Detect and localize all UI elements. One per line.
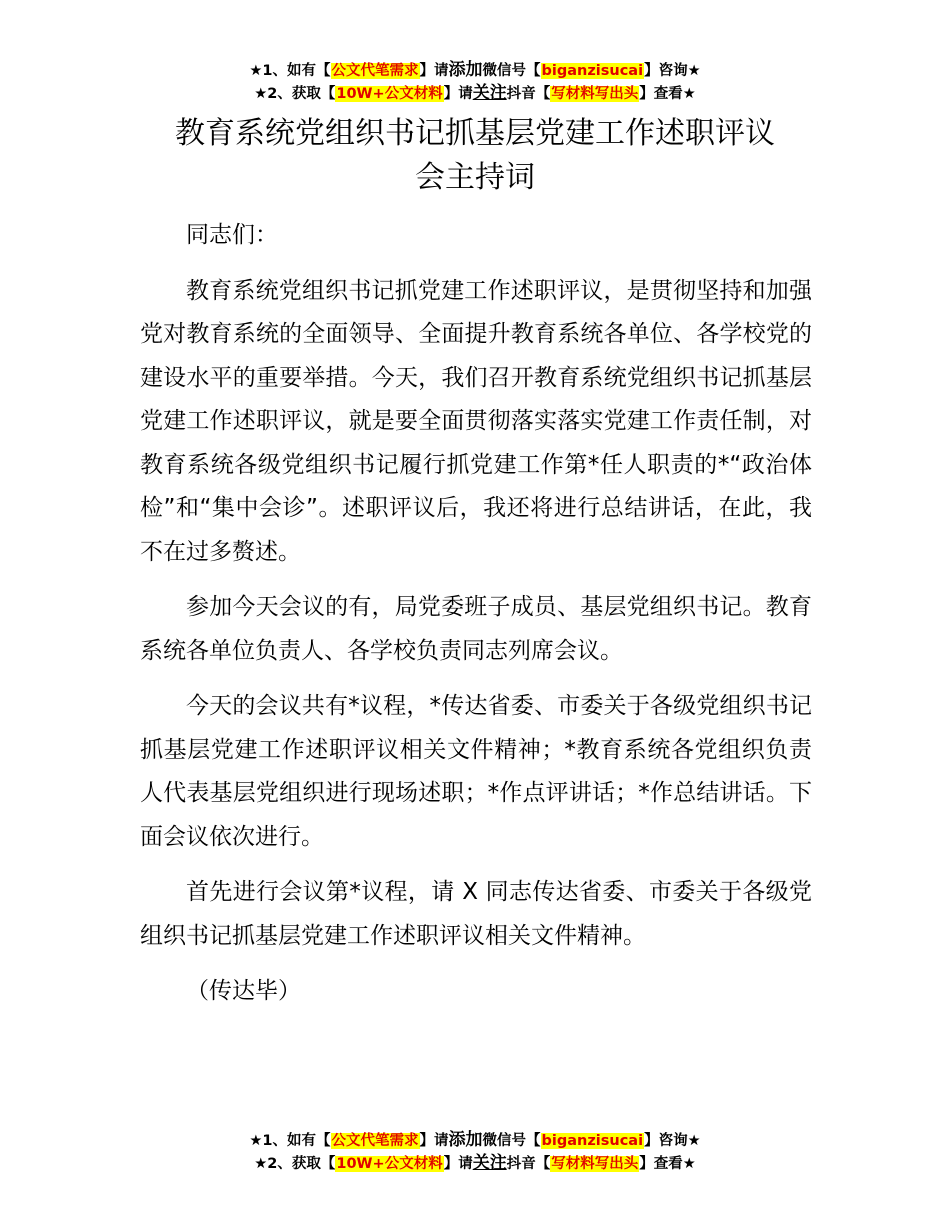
- banner-text: 】咨询★: [644, 63, 701, 79]
- banner-text: 】请: [419, 1133, 449, 1149]
- paragraph-3: 今天的会议共有*议程，*传达省委、市委关于各级党组织书记抓基层党建工作述职评议相关文件精神；*教育系统各党组织负责人代表基层党组织进行现场述职；*作点评讲话；*作总结讲话。下面会议依次进行。: [140, 693, 812, 850]
- banner-text: 】请: [419, 63, 449, 79]
- banner-line-2: [0, 82, 950, 105]
- paragraph-5: （传达毕）: [186, 978, 301, 1004]
- paragraph-1: 教育系统党组织书记抓党建工作述职评议，是贯彻坚持和加强党对教育系统的全面领导、全面提升教育系统各单位、各学校党的建设水平的重要举措。今天，我们召开教育系统党组织书记抓基层党建工作述职评议，就是要全面贯彻落实落实党建工作责任制，对教育系统各级党组织书记履行抓党建工作第*任人职责的*“政治体检”和“集中会诊”。述职评议后，我还将进行总结讲话，在此，我不在过多赘述。: [140, 277, 812, 565]
- banner-text: 】请: [443, 1156, 473, 1172]
- banner-highlight: 写材料写出头: [551, 86, 639, 102]
- banner-emphasis: 添加: [448, 60, 483, 80]
- banner-emphasis: 添加: [448, 1130, 483, 1150]
- title-line-2: 会主持词: [415, 160, 535, 195]
- banner-text: ★2、获取【: [254, 1156, 336, 1172]
- banner-highlight: biganzisucai: [541, 63, 644, 79]
- banner-highlight: 10W+公文材料: [336, 86, 443, 102]
- banner-highlight: 公文代笔需求: [331, 1133, 419, 1149]
- paragraph-2: 参加今天会议的有，局党委班子成员、基层党组织书记。教育系统各单位负责人、各学校负责同志列席会议。: [140, 594, 812, 664]
- document-body: [140, 214, 812, 1026]
- banner-emphasis: 关注: [472, 83, 507, 103]
- banner-line-2: [0, 1152, 950, 1175]
- banner-text: 抖音【: [506, 1156, 551, 1172]
- banner-highlight: 公文代笔需求: [331, 63, 419, 79]
- banner-text: 】请: [443, 86, 473, 102]
- greeting: 同志们：: [186, 222, 278, 248]
- banner-emphasis: 关注: [472, 1153, 507, 1173]
- banner-text: 】咨询★: [644, 1133, 701, 1149]
- banner-text: ★1、如有【: [249, 63, 331, 79]
- banner-text: 微信号【: [482, 63, 541, 79]
- banner-text: ★2、获取【: [254, 86, 336, 102]
- banner-line-1: [0, 1129, 950, 1152]
- header-banner: [0, 59, 950, 105]
- banner-text: 】查看★: [639, 86, 696, 102]
- banner-highlight: 10W+公文材料: [336, 1156, 443, 1172]
- banner-text: 】查看★: [639, 1156, 696, 1172]
- banner-line-1: [0, 59, 950, 82]
- banner-text: 抖音【: [506, 86, 551, 102]
- banner-highlight: biganzisucai: [541, 1133, 644, 1149]
- document-title: [60, 112, 890, 200]
- banner-text: ★1、如有【: [249, 1133, 331, 1149]
- banner-highlight: 写材料写出头: [551, 1156, 639, 1172]
- title-line-1: 教育系统党组织书记抓基层党建工作述职评议: [175, 116, 775, 151]
- paragraph-4: 首先进行会议第*议程，请 X 同志传达省委、市委关于各级党组织书记抓基层党建工作述职评议相关文件精神。: [140, 879, 812, 949]
- banner-text: 微信号【: [482, 1133, 541, 1149]
- footer-banner: [0, 1129, 950, 1175]
